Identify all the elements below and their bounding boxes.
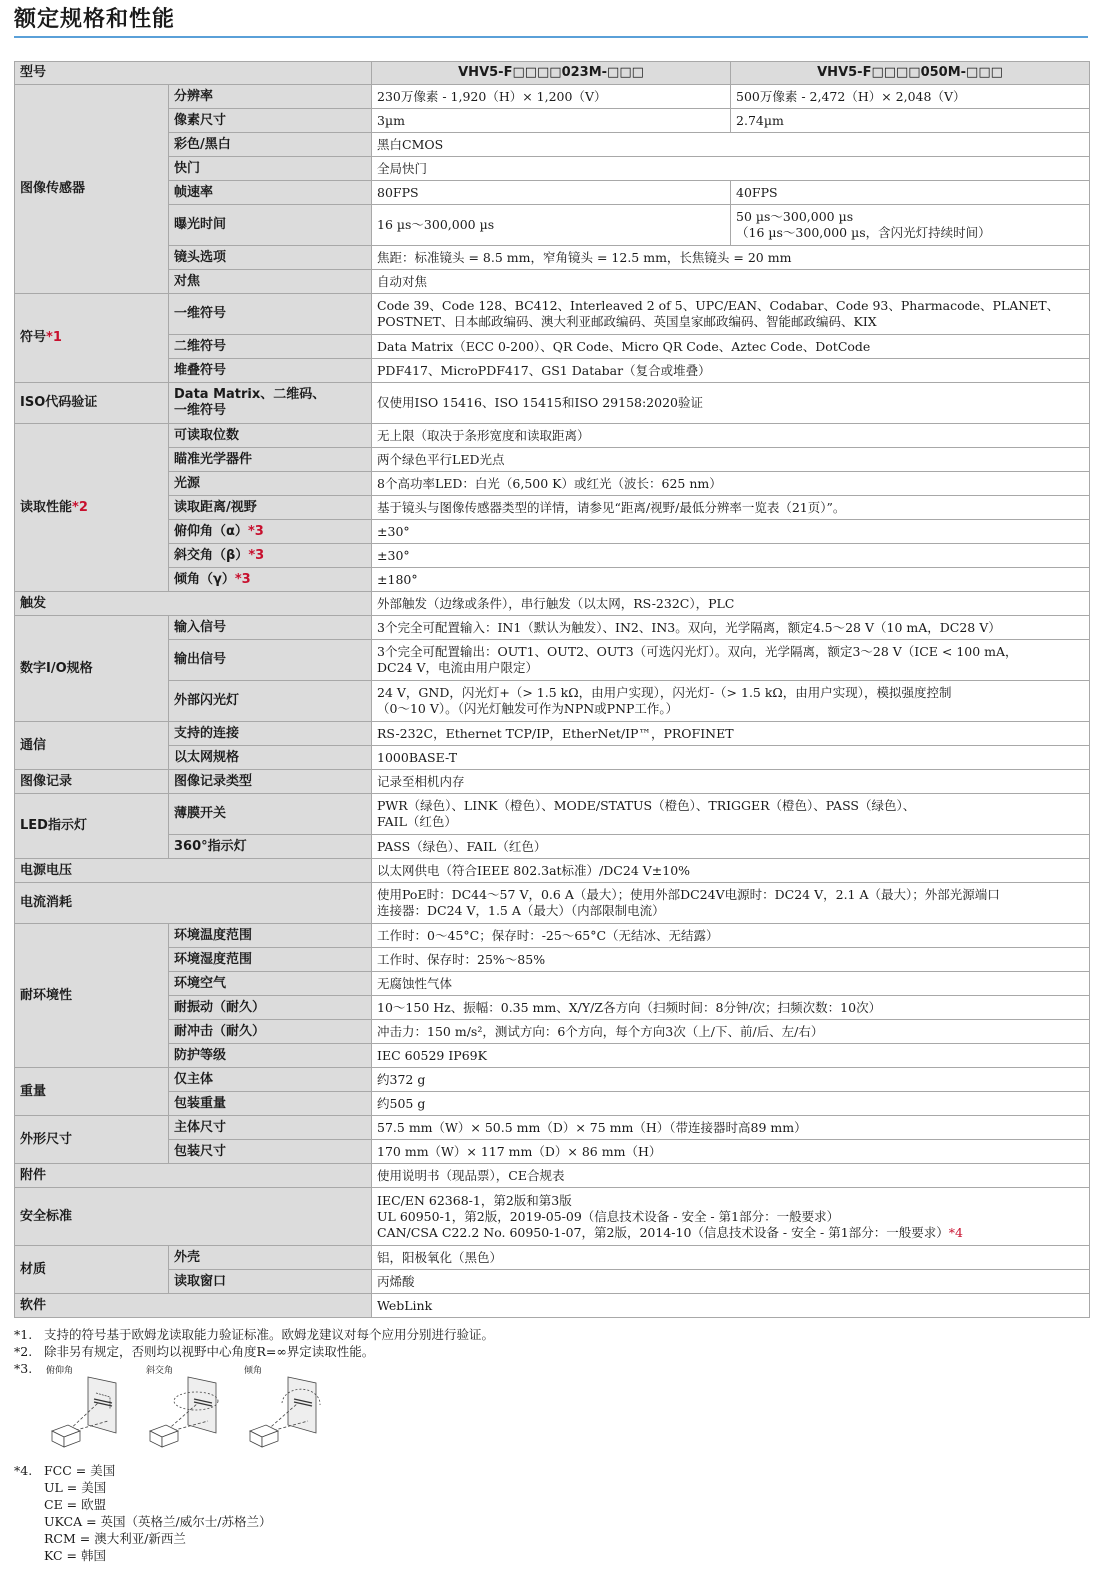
- value: [372, 681, 1090, 722]
- row-label: [169, 520, 372, 544]
- footnote-mark: *3: [234, 571, 251, 587]
- row-label: 镜头选项: [169, 246, 372, 270]
- list-item: UKCA = 英国（英格兰/威尔士/苏格兰）: [44, 1514, 272, 1529]
- spec-table: [14, 61, 1090, 1318]
- row-label: 主体尺寸: [169, 1116, 372, 1140]
- category-accessories: 附件: [15, 1164, 372, 1188]
- table-row: [15, 722, 1090, 746]
- category-current: 电流消耗: [15, 883, 372, 924]
- angle-diagram: [46, 1363, 346, 1453]
- list-item: RCM = 澳大利亚/新西兰: [44, 1531, 186, 1546]
- footnote-mark: *3: [248, 547, 265, 563]
- list-item: CE = 欧盟: [44, 1497, 107, 1512]
- table-row: [15, 883, 1090, 924]
- value-line: 50 µs～300,000 µs: [736, 209, 854, 224]
- list-item: UL = 美国: [44, 1480, 107, 1495]
- category-image-sensor: 图像传感器: [15, 85, 169, 294]
- category-weight: 重量: [15, 1068, 169, 1116]
- label-line: Data Matrix、二维码、: [174, 387, 326, 402]
- angle-illustration-icon: [46, 1363, 346, 1453]
- value-line: POSTNET、日本邮政编码、澳大利亚邮政编码、英国皇家邮政编码、智能邮政编码、KIX: [377, 314, 877, 329]
- table-row: [15, 996, 1090, 1020]
- value-b: 500万像素 - 2,472（H）× 2,048（V）: [731, 85, 1090, 109]
- value-line: 3个完全可配置输出：OUT1、OUT2、OUT3（可选闪光灯）。双向，光学隔离，额定3～28 V（ICE < 100 mA，: [377, 644, 1018, 659]
- category-dimensions: 外形尺寸: [15, 1116, 169, 1164]
- value-line: Code 39、Code 128、BC412、Interleaved 2 of 5、UPC/EAN、Codabar、Code 93、Pharmacode、PLANET、: [377, 298, 1060, 313]
- table-row: [15, 640, 1090, 681]
- header-model-label: 型号: [15, 62, 372, 85]
- value: 约372 g: [372, 1068, 1090, 1092]
- value-a: 80FPS: [372, 181, 731, 205]
- footnote-1: [14, 1326, 1084, 1343]
- value-b: [731, 205, 1090, 246]
- table-row: [15, 109, 1090, 133]
- value-line: IEC/EN 62368-1，第2版和第3版: [377, 1192, 572, 1208]
- table-row: [15, 859, 1090, 883]
- footnote-mark: *2: [72, 499, 88, 515]
- row-label: 帧速率: [169, 181, 372, 205]
- value: 铝，阳极氧化（黑色）: [372, 1246, 1090, 1270]
- footnote-2: [14, 1343, 1084, 1360]
- value-line: 24 V，GND，闪光灯+（> 1.5 kΩ，由用户实现），闪光灯-（> 1.5 kΩ，由用户实现），模拟强度控制: [377, 685, 952, 700]
- table-row: [15, 270, 1090, 294]
- table-row: [15, 246, 1090, 270]
- value-line: 使用PoE时：DC44～57 V，0.6 A（最大）；使用外部DC24V电源时：DC24 V，2.1 A（最大）；外部光源端口: [377, 887, 1000, 902]
- value: 1000BASE-T: [372, 746, 1090, 770]
- value: 仅使用ISO 15416、ISO 15415和ISO 29158:2020验证: [372, 383, 1090, 424]
- footnote-mark: *3: [247, 523, 264, 539]
- list-item: FCC = 美国: [44, 1463, 116, 1478]
- table-row: [15, 472, 1090, 496]
- table-row: [15, 616, 1090, 640]
- value: [372, 294, 1090, 335]
- category-trigger: 触发: [15, 592, 372, 616]
- value: 全局快门: [372, 157, 1090, 181]
- table-row: [15, 1092, 1090, 1116]
- value: 丙烯酸: [372, 1270, 1090, 1294]
- table-row: [15, 835, 1090, 859]
- page-title: 额定规格和性能: [14, 7, 176, 32]
- category-software: 软件: [15, 1294, 372, 1318]
- figure-label-tilt: 倾角: [244, 1366, 263, 1376]
- header-model-b: VHV5-F□□□□050M-□□□: [731, 62, 1090, 85]
- category-led: LED指示灯: [15, 794, 169, 859]
- value: 记录至相机内存: [372, 770, 1090, 794]
- row-label: 读取距离/视野: [169, 496, 372, 520]
- footnote-mark: *2.: [14, 1344, 33, 1359]
- footnote-mark: *4: [948, 1224, 963, 1240]
- value: 无腐蚀性气体: [372, 972, 1090, 996]
- category-power: 电源电压: [15, 859, 372, 883]
- value-line: [377, 1225, 1084, 1241]
- value: [372, 640, 1090, 681]
- table-row: [15, 1020, 1090, 1044]
- table-row: [15, 568, 1090, 592]
- value: 57.5 mm（W）× 50.5 mm（D）× 75 mm（H）（带连接器时高89 mm）: [372, 1116, 1090, 1140]
- row-label: 二维符号: [169, 335, 372, 359]
- value: [372, 794, 1090, 835]
- value: 使用说明书（现品票），CE合规表: [372, 1164, 1090, 1188]
- table-row: [15, 85, 1090, 109]
- value-line: 连接器：DC24 V，1.5 A（最大）（内部限制电流）: [377, 903, 665, 918]
- table-row: [15, 133, 1090, 157]
- category-digital-io: 数字I/O规格: [15, 616, 169, 722]
- table-row: [15, 544, 1090, 568]
- table-row: [15, 1164, 1090, 1188]
- row-label: 环境空气: [169, 972, 372, 996]
- value-b: 40FPS: [731, 181, 1090, 205]
- list-item: KC = 韩国: [44, 1548, 106, 1563]
- value: 黑白CMOS: [372, 133, 1090, 157]
- label-text: 俯仰角（α）: [174, 523, 248, 539]
- row-label: 环境温度范围: [169, 924, 372, 948]
- row-label: 一维符号: [169, 294, 372, 335]
- value: 两个绿色平行LED光点: [372, 448, 1090, 472]
- value: ±180°: [372, 568, 1090, 592]
- table-row: [15, 1246, 1090, 1270]
- value: RS-232C，Ethernet TCP/IP，EtherNet/IP™，PROFINET: [372, 722, 1090, 746]
- row-label: 彩色/黑白: [169, 133, 372, 157]
- row-label: 输入信号: [169, 616, 372, 640]
- value-line: PWR（绿色）、LINK（橙色）、MODE/STATUS（橙色）、TRIGGER（橙色）、PASS（绿色）、: [377, 798, 916, 813]
- category-environment: 耐环境性: [15, 924, 169, 1068]
- row-label: 薄膜开关: [169, 794, 372, 835]
- value-line: （0～10 V）。（闪光灯触发可作为NPN或PNP工作。）: [377, 701, 679, 716]
- row-label: [169, 568, 372, 592]
- row-label: 环境湿度范围: [169, 948, 372, 972]
- value: 约505 g: [372, 1092, 1090, 1116]
- value: 基于镜头与图像传感器类型的详情，请参见“距离/视野/最低分辨率一览表（21页）”。: [372, 496, 1090, 520]
- row-label: 包装重量: [169, 1092, 372, 1116]
- category-reading: [15, 424, 169, 592]
- table-row: [15, 359, 1090, 383]
- footnote-mark: *4.: [14, 1463, 33, 1478]
- row-label: [169, 544, 372, 568]
- value: 8个高功率LED：白光（6,500 K）或红光（波长：625 nm）: [372, 472, 1090, 496]
- footnote-4: [14, 1462, 272, 1563]
- table-row: [15, 1188, 1090, 1246]
- table-row: [15, 157, 1090, 181]
- row-label: 输出信号: [169, 640, 372, 681]
- certification-list: [44, 1462, 444, 1564]
- table-row: [15, 972, 1090, 996]
- header-model-a: VHV5-F□□□□023M-□□□: [372, 62, 731, 85]
- footnote-mark: *1: [46, 330, 62, 345]
- category-safety: 安全标准: [15, 1188, 372, 1246]
- table-row: [15, 746, 1090, 770]
- value: 冲击力：150 m/s²，测试方向：6个方向，每个方向3次（上/下、前/后、左/右）: [372, 1020, 1090, 1044]
- row-label: 光源: [169, 472, 372, 496]
- value: 焦距：标准镜头 = 8.5 mm，窄角镜头 = 12.5 mm，长焦镜头 = 20 mm: [372, 246, 1090, 270]
- table-row: [15, 448, 1090, 472]
- header-row: [15, 62, 1090, 85]
- row-label: 瞄准光学器件: [169, 448, 372, 472]
- table-row: [15, 335, 1090, 359]
- row-label: 外部闪光灯: [169, 681, 372, 722]
- category-label: 符号: [20, 330, 47, 345]
- table-row: [15, 592, 1090, 616]
- label-text: 斜交角（β）: [174, 547, 249, 563]
- row-label: 外壳: [169, 1246, 372, 1270]
- table-row: [15, 383, 1090, 424]
- row-label: 包装尺寸: [169, 1140, 372, 1164]
- table-row: [15, 770, 1090, 794]
- table-row: [15, 181, 1090, 205]
- row-label: 360°指示灯: [169, 835, 372, 859]
- value: 自动对焦: [372, 270, 1090, 294]
- value-a: 3µm: [372, 109, 731, 133]
- row-label: 曝光时间: [169, 205, 372, 246]
- footnote-mark: *3.: [14, 1361, 33, 1376]
- value: 3个完全可配置输入：IN1（默认为触发）、IN2、IN3。双向，光学隔离，额定4.5～28 V（10 mA，DC28 V）: [372, 616, 1090, 640]
- category-label: 读取性能: [20, 499, 73, 515]
- row-label: 耐冲击（耐久）: [169, 1020, 372, 1044]
- table-row: [15, 424, 1090, 448]
- value: Data Matrix（ECC 0-200）、QR Code、Micro QR Code、Aztec Code、DotCode: [372, 335, 1090, 359]
- value-line: UL 60950-1，第2版，2019-05-09（信息技术设备 - 安全 - 第1部分：一般要求）: [377, 1208, 840, 1224]
- value-a: 230万像素 - 1,920（H）× 1,200（V）: [372, 85, 731, 109]
- table-row: [15, 794, 1090, 835]
- row-label: [169, 383, 372, 424]
- row-label: 图像记录类型: [169, 770, 372, 794]
- row-label: 对焦: [169, 270, 372, 294]
- table-row: [15, 948, 1090, 972]
- label-text: 倾角（γ）: [174, 571, 235, 587]
- value: PASS（绿色）、FAIL（红色）: [372, 835, 1090, 859]
- table-row: [15, 1140, 1090, 1164]
- value: 工作时、保存时：25%～85%: [372, 948, 1090, 972]
- value-line: （16 µs～300,000 µs，含闪光灯持续时间）: [736, 225, 991, 240]
- value: 以太网供电（符合IEEE 802.3at标准）/DC24 V±10%: [372, 859, 1090, 883]
- table-row: [15, 1116, 1090, 1140]
- value-text: CAN/CSA C22.2 No. 60950-1-07，第2版，2014-10（信息技术设备 - 安全 - 第1部分：一般要求）: [377, 1224, 949, 1240]
- row-label: 可读取位数: [169, 424, 372, 448]
- footnote-text: 除非另有规定，否则均以视野中心角度R=∞界定读取性能。: [44, 1344, 375, 1359]
- table-row: [15, 924, 1090, 948]
- category-material: 材质: [15, 1246, 169, 1294]
- table-row: [15, 1294, 1090, 1318]
- row-label: 支持的连接: [169, 722, 372, 746]
- row-label: 耐振动（耐久）: [169, 996, 372, 1020]
- row-label: 仅主体: [169, 1068, 372, 1092]
- value: [372, 1188, 1090, 1246]
- row-label: 像素尺寸: [169, 109, 372, 133]
- table-row: [15, 496, 1090, 520]
- value: WebLink: [372, 1294, 1090, 1318]
- category-symbols: [15, 294, 169, 383]
- value: [372, 883, 1090, 924]
- value: ±30°: [372, 544, 1090, 568]
- value-line: FAIL（红色）: [377, 814, 457, 829]
- category-image-record: 图像记录: [15, 770, 169, 794]
- value: 10～150 Hz、振幅：0.35 mm、X/Y/Z各方向（扫频时间：8分钟/次；扫频次数：10次）: [372, 996, 1090, 1020]
- value: ±30°: [372, 520, 1090, 544]
- table-row: [15, 205, 1090, 246]
- category-comm: 通信: [15, 722, 169, 770]
- row-label: 分辨率: [169, 85, 372, 109]
- row-label: 防护等级: [169, 1044, 372, 1068]
- value-b: 2.74µm: [731, 109, 1090, 133]
- table-row: [15, 1270, 1090, 1294]
- category-iso: ISO代码验证: [15, 383, 169, 424]
- value: 工作时：0～45°C；保存时：-25～65°C（无结冰、无结露）: [372, 924, 1090, 948]
- value: IEC 60529 IP69K: [372, 1044, 1090, 1068]
- table-row: [15, 520, 1090, 544]
- table-row: [15, 1044, 1090, 1068]
- footnote-text: 支持的符号基于欧姆龙读取能力验证标准。欧姆龙建议对每个应用分别进行验证。: [44, 1327, 495, 1342]
- row-label: 快门: [169, 157, 372, 181]
- footnote-mark: *1.: [14, 1327, 33, 1342]
- row-label: 堆叠符号: [169, 359, 372, 383]
- value-a: 16 µs～300,000 µs: [372, 205, 731, 246]
- table-row: [15, 1068, 1090, 1092]
- value: 170 mm（W）× 117 mm（D）× 86 mm（H）: [372, 1140, 1090, 1164]
- table-row: [15, 294, 1090, 335]
- figure-label-pitch: 俯仰角: [46, 1366, 74, 1376]
- row-label: 以太网规格: [169, 746, 372, 770]
- row-label: 读取窗口: [169, 1270, 372, 1294]
- value: 外部触发（边缘或条件），串行触发（以太网，RS-232C），PLC: [372, 592, 1090, 616]
- value-line: DC24 V，电流由用户限定）: [377, 660, 539, 675]
- label-line: 一维符号: [174, 403, 227, 418]
- title-underline: [14, 36, 1088, 38]
- value: PDF417、MicroPDF417、GS1 Databar（复合或堆叠）: [372, 359, 1090, 383]
- table-row: [15, 681, 1090, 722]
- figure-label-skew: 斜交角: [146, 1366, 174, 1376]
- value: 无上限（取决于条形宽度和读取距离）: [372, 424, 1090, 448]
